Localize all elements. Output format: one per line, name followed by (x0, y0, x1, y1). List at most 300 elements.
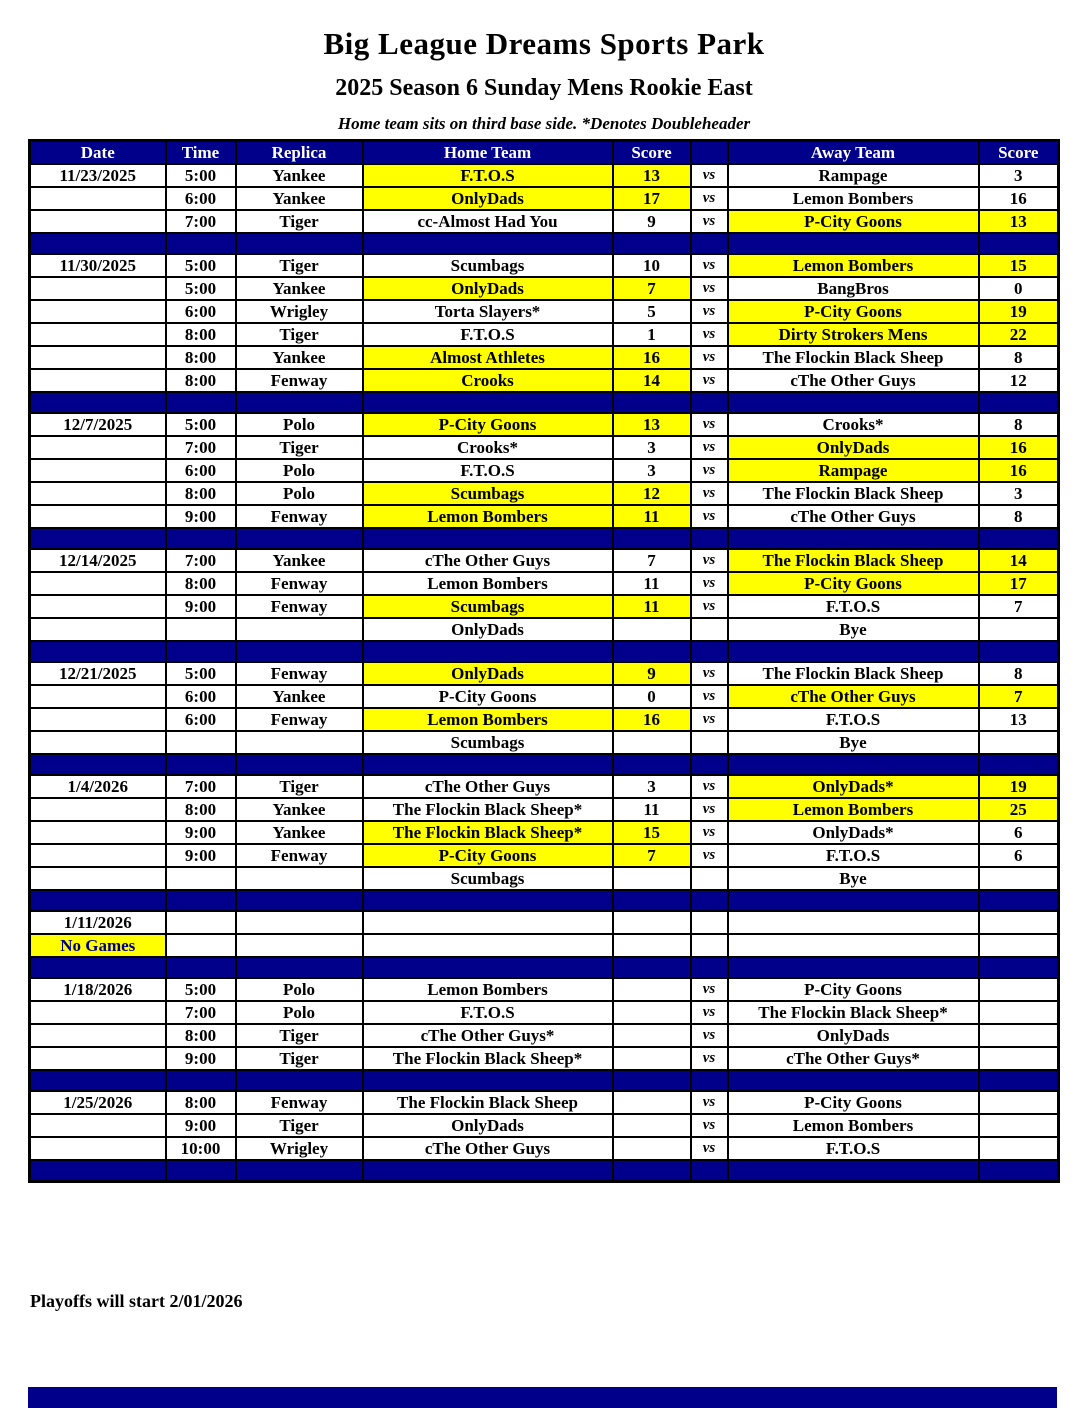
game-row (30, 934, 1059, 957)
spacer-cell (363, 528, 613, 549)
home-score-cell: 7 (613, 277, 691, 300)
away-team-cell: F.T.O.S (728, 844, 979, 867)
away-team-cell: F.T.O.S (728, 595, 979, 618)
home-team-cell: Crooks (363, 369, 613, 392)
replica-cell: Yankee (236, 821, 363, 844)
col-header-home-team: Home Team (363, 141, 613, 165)
away-score-cell: 3 (979, 482, 1059, 505)
spacer-cell (728, 1160, 979, 1181)
time-cell: 8:00 (166, 323, 236, 346)
away-score-cell (979, 1114, 1059, 1137)
away-team-cell: OnlyDads* (728, 821, 979, 844)
home-team-cell: OnlyDads (363, 277, 613, 300)
away-team-cell: BangBros (728, 277, 979, 300)
vs-cell: vs (691, 413, 728, 436)
spacer-cell (613, 641, 691, 662)
spacer-cell (979, 890, 1059, 911)
replica-cell (236, 618, 363, 641)
home-team-cell: cThe Other Guys* (363, 1024, 613, 1047)
game-row (30, 187, 1059, 210)
replica-cell: Fenway (236, 844, 363, 867)
date-cell (30, 346, 166, 369)
home-score-cell: 11 (613, 798, 691, 821)
away-team-cell: The Flockin Black Sheep (728, 549, 979, 572)
home-score-cell: 7 (613, 844, 691, 867)
spacer-cell (236, 528, 363, 549)
spacer-cell (691, 641, 728, 662)
spacer-cell (363, 754, 613, 775)
replica-cell: Yankee (236, 685, 363, 708)
away-score-cell (979, 1047, 1059, 1070)
time-cell: 7:00 (166, 1001, 236, 1024)
home-team-cell: Scumbags (363, 867, 613, 890)
game-row (30, 482, 1059, 505)
date-cell: 1/25/2026 (30, 1091, 166, 1114)
game-row (30, 369, 1059, 392)
replica-cell: Yankee (236, 346, 363, 369)
vs-cell: vs (691, 277, 728, 300)
spacer-cell (236, 641, 363, 662)
away-score-cell: 19 (979, 775, 1059, 798)
col-header-replica: Replica (236, 141, 363, 165)
time-cell: 9:00 (166, 1114, 236, 1137)
home-team-cell: OnlyDads (363, 1114, 613, 1137)
away-score-cell (979, 1024, 1059, 1047)
spacer-cell (236, 1070, 363, 1091)
away-score-cell: 8 (979, 505, 1059, 528)
replica-cell (236, 934, 363, 957)
away-team-cell: The Flockin Black Sheep (728, 662, 979, 685)
spacer-cell (613, 957, 691, 978)
date-cell (30, 844, 166, 867)
away-team-cell: Crooks* (728, 413, 979, 436)
time-cell (166, 731, 236, 754)
spacer-cell (979, 392, 1059, 413)
home-score-cell: 5 (613, 300, 691, 323)
game-row (30, 595, 1059, 618)
replica-cell: Yankee (236, 549, 363, 572)
replica-cell: Tiger (236, 1024, 363, 1047)
replica-cell: Tiger (236, 210, 363, 233)
time-cell: 5:00 (166, 164, 236, 187)
replica-cell: Fenway (236, 505, 363, 528)
away-team-cell: Lemon Bombers (728, 1114, 979, 1137)
spacer-cell (236, 233, 363, 254)
away-team-cell: OnlyDads (728, 436, 979, 459)
spacer-cell (728, 890, 979, 911)
vs-cell (691, 911, 728, 934)
home-team-cell: Lemon Bombers (363, 708, 613, 731)
spacer-cell (613, 392, 691, 413)
spacer-cell (691, 957, 728, 978)
replica-cell (236, 731, 363, 754)
time-cell: 8:00 (166, 346, 236, 369)
away-score-cell: 7 (979, 685, 1059, 708)
replica-cell: Tiger (236, 775, 363, 798)
vs-cell: vs (691, 323, 728, 346)
replica-cell: Fenway (236, 572, 363, 595)
away-team-cell: cThe Other Guys (728, 505, 979, 528)
game-row (30, 164, 1059, 187)
spacer-row (30, 392, 1059, 413)
game-row (30, 1001, 1059, 1024)
away-score-cell: 8 (979, 413, 1059, 436)
replica-cell: Polo (236, 1001, 363, 1024)
away-score-cell: 13 (979, 210, 1059, 233)
away-team-cell: Lemon Bombers (728, 798, 979, 821)
replica-cell: Fenway (236, 662, 363, 685)
date-cell (30, 731, 166, 754)
vs-cell: vs (691, 1091, 728, 1114)
date-cell (30, 187, 166, 210)
game-row (30, 844, 1059, 867)
vs-cell (691, 618, 728, 641)
time-cell (166, 934, 236, 957)
away-team-cell: F.T.O.S (728, 1137, 979, 1160)
time-cell: 5:00 (166, 254, 236, 277)
spacer-cell (728, 641, 979, 662)
time-cell: 9:00 (166, 505, 236, 528)
home-team-cell: Almost Athletes (363, 346, 613, 369)
time-cell: 8:00 (166, 369, 236, 392)
home-score-cell: 9 (613, 210, 691, 233)
home-team-cell: Scumbags (363, 254, 613, 277)
time-cell: 9:00 (166, 595, 236, 618)
date-cell (30, 505, 166, 528)
home-score-cell: 9 (613, 662, 691, 685)
replica-cell: Yankee (236, 164, 363, 187)
spacer-row (30, 233, 1059, 254)
spacer-cell (363, 1070, 613, 1091)
away-score-cell: 7 (979, 595, 1059, 618)
spacer-cell (236, 754, 363, 775)
away-score-cell: 12 (979, 369, 1059, 392)
game-row (30, 821, 1059, 844)
vs-cell: vs (691, 482, 728, 505)
date-cell (30, 277, 166, 300)
home-score-cell (613, 618, 691, 641)
away-team-cell: OnlyDads (728, 1024, 979, 1047)
vs-cell: vs (691, 1114, 728, 1137)
spacer-cell (236, 890, 363, 911)
replica-cell: Tiger (236, 1047, 363, 1070)
date-cell: 12/14/2025 (30, 549, 166, 572)
replica-cell: Yankee (236, 798, 363, 821)
home-team-cell: The Flockin Black Sheep (363, 1091, 613, 1114)
home-score-cell: 13 (613, 164, 691, 187)
away-team-cell: cThe Other Guys (728, 685, 979, 708)
spacer-cell (30, 1070, 166, 1091)
home-team-cell: Torta Slayers* (363, 300, 613, 323)
spacer-cell (236, 957, 363, 978)
time-cell: 5:00 (166, 662, 236, 685)
away-score-cell: 0 (979, 277, 1059, 300)
date-cell (30, 459, 166, 482)
home-team-cell: The Flockin Black Sheep* (363, 821, 613, 844)
spacer-cell (728, 957, 979, 978)
replica-cell: Tiger (236, 1114, 363, 1137)
away-score-cell: 3 (979, 164, 1059, 187)
game-row (30, 459, 1059, 482)
away-team-cell: P-City Goons (728, 572, 979, 595)
away-score-cell (979, 934, 1059, 957)
game-row (30, 1047, 1059, 1070)
home-score-cell: 3 (613, 775, 691, 798)
away-score-cell: 6 (979, 844, 1059, 867)
home-team-cell: cThe Other Guys (363, 775, 613, 798)
spacer-cell (979, 528, 1059, 549)
date-cell: 1/18/2026 (30, 978, 166, 1001)
replica-cell (236, 867, 363, 890)
game-row (30, 731, 1059, 754)
home-team-cell: OnlyDads (363, 187, 613, 210)
away-team-cell: Dirty Strokers Mens (728, 323, 979, 346)
away-team-cell: cThe Other Guys* (728, 1047, 979, 1070)
away-team-cell: OnlyDads* (728, 775, 979, 798)
game-row (30, 618, 1059, 641)
date-cell (30, 1024, 166, 1047)
away-team-cell: P-City Goons (728, 300, 979, 323)
replica-cell: Polo (236, 413, 363, 436)
spacer-cell (166, 528, 236, 549)
game-row (30, 775, 1059, 798)
home-team-cell: cThe Other Guys (363, 549, 613, 572)
header-row (30, 141, 1059, 165)
away-team-cell (728, 911, 979, 934)
time-cell (166, 618, 236, 641)
spacer-cell (363, 641, 613, 662)
time-cell: 10:00 (166, 1137, 236, 1160)
home-score-cell: 16 (613, 346, 691, 369)
away-team-cell: The Flockin Black Sheep* (728, 1001, 979, 1024)
spacer-cell (613, 890, 691, 911)
vs-cell: vs (691, 254, 728, 277)
game-row (30, 549, 1059, 572)
home-team-cell (363, 911, 613, 934)
spacer-cell (728, 754, 979, 775)
home-team-cell: Lemon Bombers (363, 978, 613, 1001)
vs-cell: vs (691, 300, 728, 323)
away-team-cell: F.T.O.S (728, 708, 979, 731)
spacer-cell (979, 1160, 1059, 1181)
date-cell (30, 595, 166, 618)
spacer-cell (728, 1070, 979, 1091)
spacer-cell (613, 1070, 691, 1091)
time-cell (166, 911, 236, 934)
title-block (0, 0, 1088, 134)
vs-cell: vs (691, 346, 728, 369)
home-score-cell: 3 (613, 436, 691, 459)
time-cell: 9:00 (166, 1047, 236, 1070)
col-header-away-team: Away Team (728, 141, 979, 165)
game-row (30, 911, 1059, 934)
home-team-cell: F.T.O.S (363, 323, 613, 346)
away-score-cell: 15 (979, 254, 1059, 277)
date-cell (30, 1047, 166, 1070)
spacer-cell (30, 1160, 166, 1181)
game-row (30, 572, 1059, 595)
away-score-cell: 16 (979, 436, 1059, 459)
away-score-cell: 17 (979, 572, 1059, 595)
time-cell: 6:00 (166, 708, 236, 731)
date-cell: 12/21/2025 (30, 662, 166, 685)
game-row (30, 662, 1059, 685)
spacer-cell (236, 392, 363, 413)
date-cell (30, 210, 166, 233)
home-team-cell: Crooks* (363, 436, 613, 459)
game-row (30, 210, 1059, 233)
page-subtitle: 2025 Season 6 Sunday Mens Rookie East (335, 75, 753, 101)
away-score-cell (979, 1137, 1059, 1160)
home-score-cell: 15 (613, 821, 691, 844)
spacer-cell (691, 528, 728, 549)
home-score-cell: 11 (613, 505, 691, 528)
date-cell (30, 572, 166, 595)
away-score-cell (979, 731, 1059, 754)
spacer-cell (30, 957, 166, 978)
time-cell: 5:00 (166, 413, 236, 436)
game-row (30, 978, 1059, 1001)
vs-cell: vs (691, 572, 728, 595)
spacer-cell (363, 890, 613, 911)
spacer-cell (30, 641, 166, 662)
home-team-cell: The Flockin Black Sheep* (363, 798, 613, 821)
spacer-cell (691, 392, 728, 413)
away-score-cell: 16 (979, 459, 1059, 482)
vs-cell: vs (691, 1047, 728, 1070)
replica-cell: Polo (236, 482, 363, 505)
home-score-cell (613, 1114, 691, 1137)
spacer-cell (728, 233, 979, 254)
vs-cell (691, 934, 728, 957)
home-team-cell: Scumbags (363, 595, 613, 618)
time-cell: 6:00 (166, 300, 236, 323)
time-cell: 6:00 (166, 685, 236, 708)
col-header-vs (691, 141, 728, 165)
replica-cell: Polo (236, 459, 363, 482)
home-score-cell: 0 (613, 685, 691, 708)
vs-cell: vs (691, 595, 728, 618)
away-score-cell: 19 (979, 300, 1059, 323)
away-score-cell: 16 (979, 187, 1059, 210)
time-cell (166, 867, 236, 890)
vs-cell (691, 731, 728, 754)
vs-cell: vs (691, 1001, 728, 1024)
time-cell: 6:00 (166, 187, 236, 210)
home-score-cell: 13 (613, 413, 691, 436)
away-score-cell (979, 1091, 1059, 1114)
time-cell: 8:00 (166, 1024, 236, 1047)
home-score-cell: 16 (613, 708, 691, 731)
date-cell: 12/7/2025 (30, 413, 166, 436)
vs-cell: vs (691, 164, 728, 187)
spacer-cell (166, 392, 236, 413)
home-team-cell: Lemon Bombers (363, 572, 613, 595)
date-cell (30, 1137, 166, 1160)
date-cell: 11/30/2025 (30, 254, 166, 277)
home-score-cell: 1 (613, 323, 691, 346)
spacer-cell (166, 957, 236, 978)
date-cell: No Games (30, 934, 166, 957)
away-team-cell: The Flockin Black Sheep (728, 346, 979, 369)
away-score-cell (979, 1001, 1059, 1024)
date-cell: 11/23/2025 (30, 164, 166, 187)
date-cell (30, 1001, 166, 1024)
vs-cell: vs (691, 210, 728, 233)
spacer-cell (613, 754, 691, 775)
time-cell: 8:00 (166, 798, 236, 821)
away-team-cell: Lemon Bombers (728, 254, 979, 277)
away-score-cell: 25 (979, 798, 1059, 821)
date-cell (30, 436, 166, 459)
game-row (30, 413, 1059, 436)
bottom-spacer-bar (28, 1387, 1057, 1408)
spacer-cell (613, 1160, 691, 1181)
spacer-row (30, 890, 1059, 911)
spacer-cell (166, 641, 236, 662)
spacer-cell (979, 754, 1059, 775)
away-team-cell: P-City Goons (728, 978, 979, 1001)
vs-cell: vs (691, 685, 728, 708)
schedule-table (28, 139, 1060, 1183)
game-row (30, 708, 1059, 731)
replica-cell: Wrigley (236, 1137, 363, 1160)
game-row (30, 323, 1059, 346)
vs-cell: vs (691, 844, 728, 867)
spacer-cell (691, 890, 728, 911)
spacer-row (30, 957, 1059, 978)
away-team-cell: cThe Other Guys (728, 369, 979, 392)
home-team-cell: P-City Goons (363, 413, 613, 436)
date-cell (30, 323, 166, 346)
spacer-cell (166, 1070, 236, 1091)
time-cell: 9:00 (166, 821, 236, 844)
game-row (30, 505, 1059, 528)
replica-cell (236, 911, 363, 934)
home-score-cell: 11 (613, 572, 691, 595)
home-score-cell: 14 (613, 369, 691, 392)
home-team-cell: F.T.O.S (363, 459, 613, 482)
replica-cell: Fenway (236, 595, 363, 618)
date-cell: 1/11/2026 (30, 911, 166, 934)
home-team-cell: Scumbags (363, 731, 613, 754)
vs-cell: vs (691, 505, 728, 528)
spacer-row (30, 754, 1059, 775)
away-team-cell: Lemon Bombers (728, 187, 979, 210)
replica-cell: Tiger (236, 323, 363, 346)
spacer-cell (166, 233, 236, 254)
date-cell (30, 482, 166, 505)
home-team-cell: P-City Goons (363, 844, 613, 867)
spacer-cell (979, 957, 1059, 978)
spacer-cell (30, 233, 166, 254)
spacer-cell (728, 392, 979, 413)
home-score-cell: 11 (613, 595, 691, 618)
spacer-cell (363, 233, 613, 254)
replica-cell: Fenway (236, 369, 363, 392)
home-score-cell (613, 934, 691, 957)
date-cell (30, 798, 166, 821)
vs-cell: vs (691, 436, 728, 459)
home-team-cell: The Flockin Black Sheep* (363, 1047, 613, 1070)
time-cell: 8:00 (166, 482, 236, 505)
time-cell: 8:00 (166, 572, 236, 595)
game-row (30, 436, 1059, 459)
replica-cell: Yankee (236, 187, 363, 210)
spacer-cell (613, 528, 691, 549)
home-score-cell (613, 731, 691, 754)
date-cell (30, 300, 166, 323)
